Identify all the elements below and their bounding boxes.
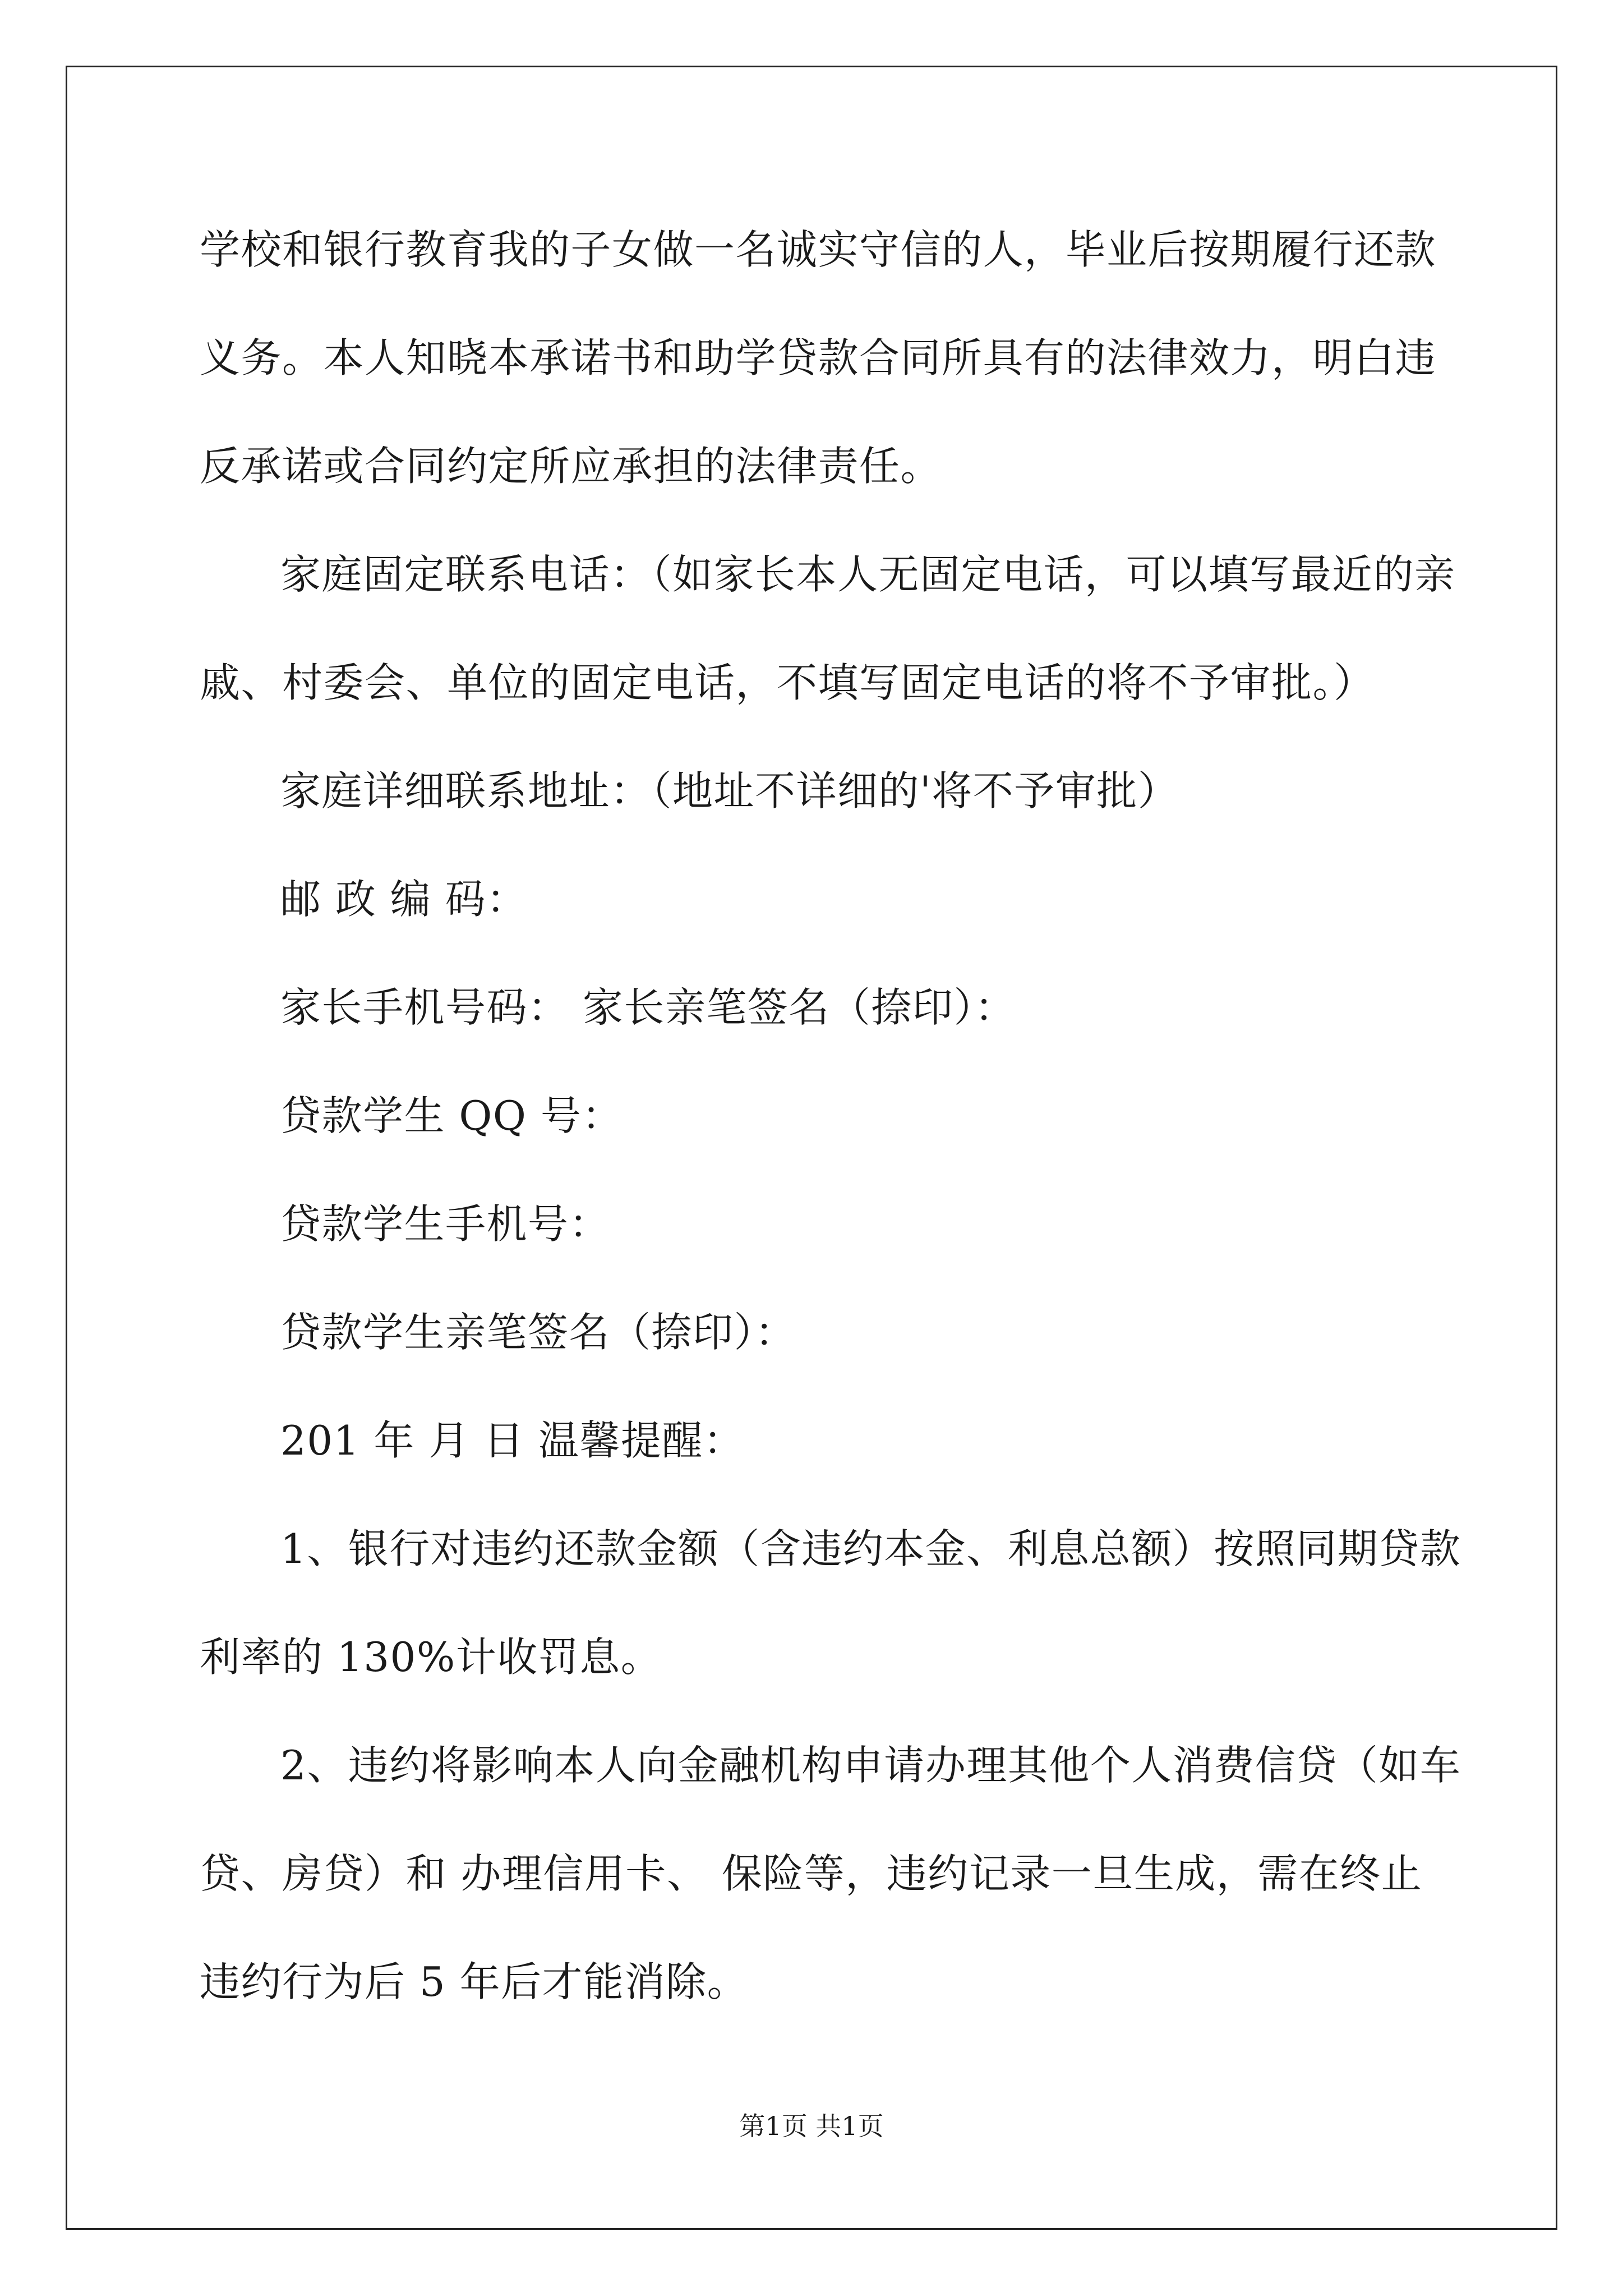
page-border [66, 66, 1557, 2230]
postal-code-field-label: 邮 政 编 码： [280, 876, 528, 923]
page-number-footer: 第1页 共1页 [739, 2111, 884, 2141]
paragraph-line-3: 反承诺或合同约定所应承担的法律责任。 [200, 443, 942, 490]
student-signature-field-label: 贷款学生亲笔签名（捺印）： [280, 1309, 796, 1356]
student-mobile-field-label: 贷款学生手机号： [280, 1200, 611, 1248]
phone-instruction-line-1: 家庭固定联系电话：（如家长本人无固定电话，可以填写最近的亲 [280, 551, 1456, 598]
paragraph-line-1: 学校和银行教育我的子女做一名诚实守信的人，毕业后按期履行还款 [200, 226, 1437, 273]
reminder-item-1-line-1: 1、银行对违约还款金额（含违约本金、利息总额）按照同期贷款 [280, 1525, 1461, 1572]
parent-mobile-signature-label: 家长手机号码： 家长亲笔签名（捺印）： [280, 984, 1016, 1031]
phone-instruction-line-2: 戚、村委会、单位的固定电话，不填写固定电话的将不予审批。） [200, 659, 1375, 706]
paragraph-line-2: 义务。本人知晓本承诺书和助学贷款合同所具有的法律效力，明白违 [200, 334, 1437, 381]
reminder-item-2-line-1: 2、违约将影响本人向金融机构申请办理其他个人消费信贷（如车 [280, 1742, 1461, 1789]
student-qq-field-label: 贷款学生 QQ 号： [280, 1092, 623, 1139]
reminder-item-2-line-2: 贷、房贷）和 办理信用卡、 保险等，违约记录一旦生成，需在终止 [200, 1850, 1423, 1897]
reminder-item-1-line-2: 利率的 130%计收罚息。 [200, 1634, 662, 1681]
address-field-label: 家庭详细联系地址：（地址不详细的'将不予审批） [280, 767, 1179, 815]
reminder-item-2-line-3: 违约行为后 5 年后才能消除。 [200, 1958, 749, 2005]
date-and-reminder-heading: 201 年 月 日 温馨提醒： [280, 1417, 745, 1464]
